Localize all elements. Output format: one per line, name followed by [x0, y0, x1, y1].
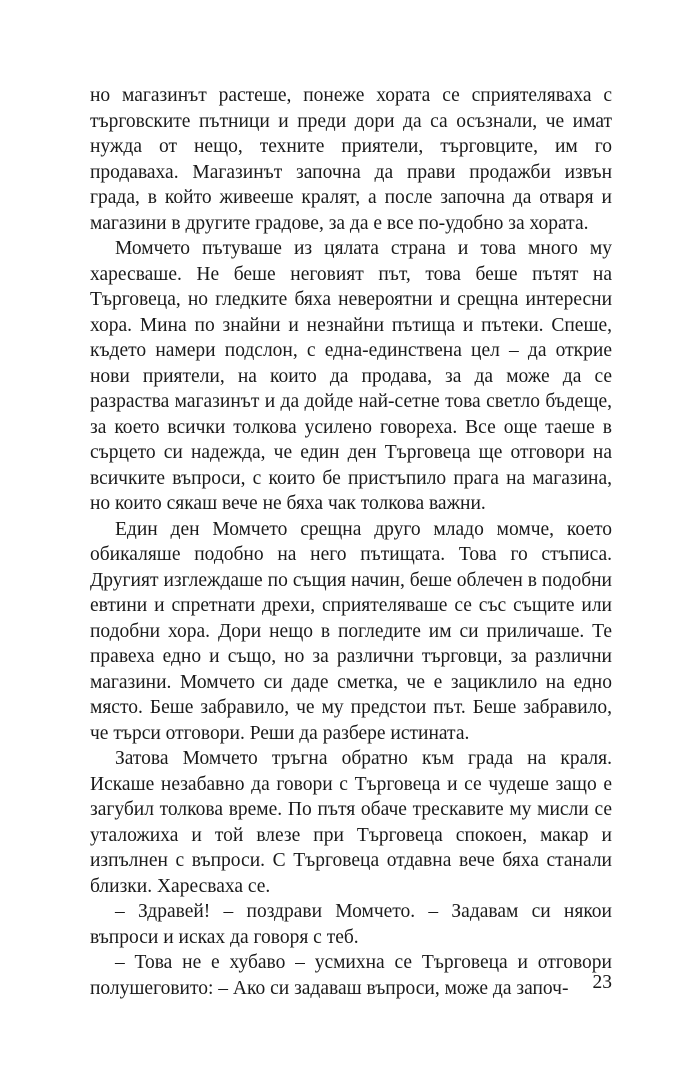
paragraph-3: Един ден Момчето срещна друго младо момче, което обикаляше подобно на него пътищата. Това го стъписа. Другият изглеждаше по същия начин, беше облечен в подобни евтини и спретнати дрехи, сприятеляваше се със същите или подобни хора. Дори нещо в погледите им си приличаше. Те правеха едно и също, но за различни търговци, за различни магазини. Момчето си даде сметка, че е зациклило на едно място. Беше забравило, че му предстои път. Беше забравило, че търси отговори. Реши да разбере истината. — [90, 518, 612, 744]
paragraph-4: Затова Момчето тръгна обратно към града на краля. Искаше незабавно да говори с Търговеца и се чудеше защо е загубил толкова време. По пътя обаче трескавите му мисли се уталожиха и той влезе при Търговеца спокоен, макар и изпълнен с въпроси. С Търговеца отдавна вече бяха станали близки. Харесваха се. — [90, 748, 612, 897]
paragraph-2: Момчето пътуваше из цялата страна и това много му харесваше. Не беше неговият път, това беше пътят на Търговеца, но гледките бяха невероятни и срещна интересни хора. Мина по знайни и незнайни пътища и пътеки. Спеше, където намери подслон, с една-единствена цел – да открие нови приятели, на които да продава, за да може да се разраства магазинът и да дойде най-сетне това светло бъдеще, за което всички толкова усилено говореха. Все още таеше в сърцето си надежда, че един ден Търговеца ще отговори на всичките въпроси, с които бе пристъпило прага на магазина, но които сякаш вече не бяха чак толкова важни. — [90, 238, 612, 514]
paragraph-5: – Здравей! – поздрави Момчето. – Задавам си някои въпроси и исках да говоря с теб. — [90, 901, 612, 948]
paragraph-6: – Това не е хубаво – усмихна се Търговеца и отговори полушеговито: – Ако си задаваш въпроси, може да започ- — [90, 952, 612, 999]
body-text — [90, 83, 612, 1001]
page-number: 23 — [592, 972, 612, 993]
paragraph-1: но магазинът растеше, понеже хората се сприятеляваха с търговските пътници и преди дори да са осъзнали, че имат нужда от нещо, техните приятели, търговците, им го продаваха. Магазинът започна да прави продажби извън града, в който живееше кралят, а после започна да отваря и магазини в другите градове, за да е все по-удобно за хората. — [90, 85, 612, 234]
